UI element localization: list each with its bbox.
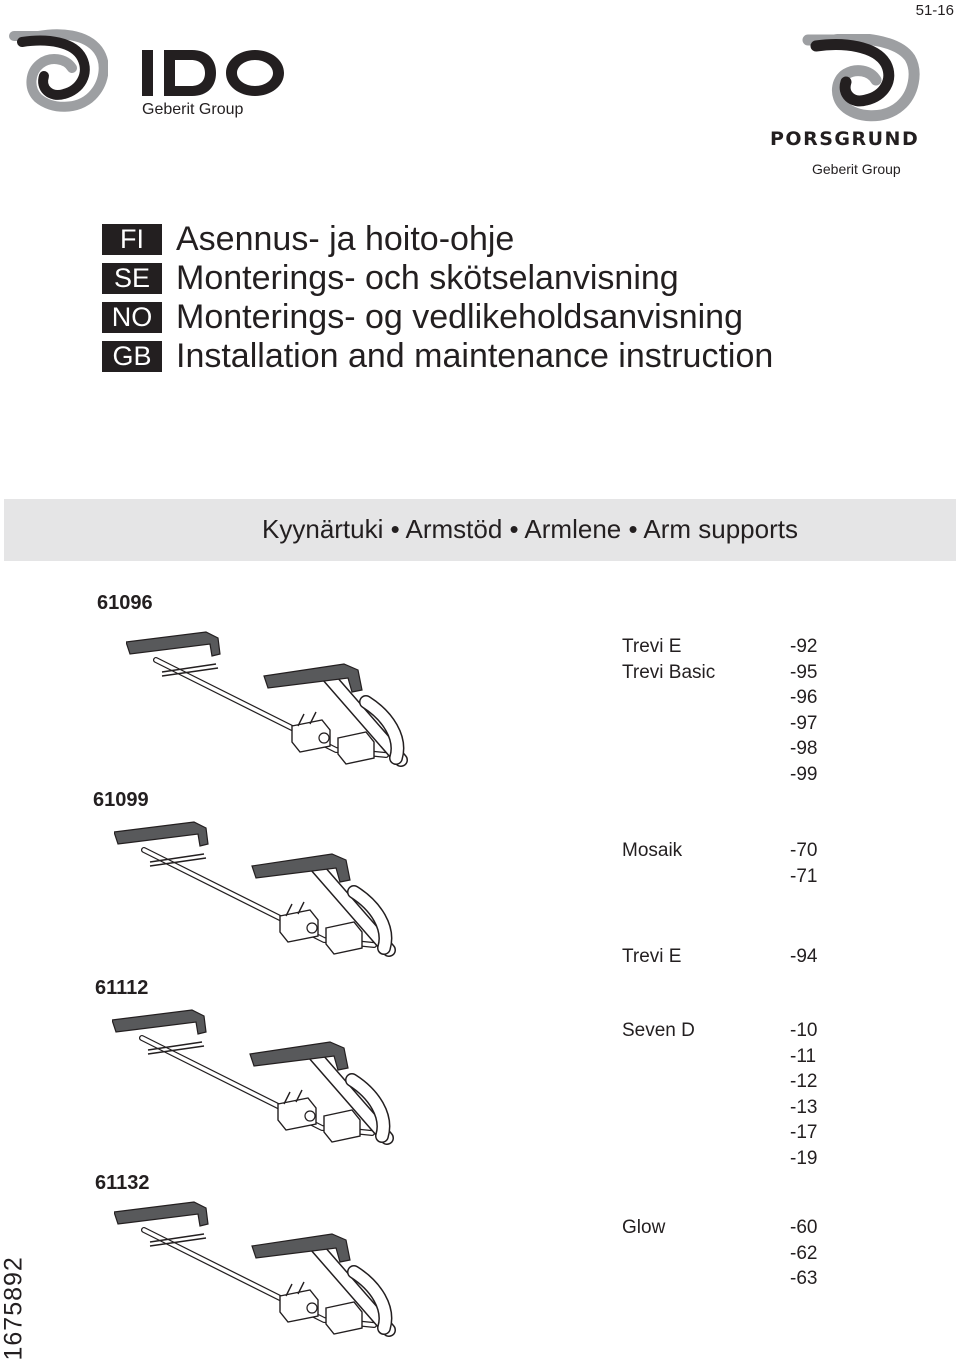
model-row (622, 1146, 817, 1172)
porsgrund-wordmark: PORSGRUND (770, 128, 920, 150)
model-name (622, 1241, 790, 1267)
model-row (622, 660, 817, 686)
model-name (622, 864, 790, 890)
model-suffix: -60 (790, 1217, 818, 1238)
ido-wordmark (140, 48, 290, 98)
arm-support-drawing (112, 1008, 412, 1168)
model-suffix: -62 (790, 1242, 818, 1264)
model-suffix: -96 (790, 687, 818, 709)
model-name (622, 1069, 790, 1095)
arm-support-drawing (114, 1200, 414, 1360)
model-list (622, 1018, 817, 1172)
porsgrund-logo-icon (800, 34, 920, 124)
model-suffix: -19 (790, 1147, 818, 1169)
ido-group-label: Geberit Group (142, 101, 244, 118)
model-name (622, 1095, 790, 1121)
model-name: Glow (622, 1217, 666, 1238)
model-name (622, 685, 790, 711)
model-suffix: -17 (790, 1122, 818, 1144)
model-row (622, 1266, 817, 1292)
model-name: Seven D (622, 1020, 695, 1041)
model-row (622, 711, 817, 737)
model-suffix: -13 (790, 1096, 818, 1118)
model-suffix: -97 (790, 712, 818, 734)
ido-logo-icon (8, 28, 108, 112)
model-name (622, 1146, 790, 1172)
model-row (622, 1044, 817, 1070)
model-row (622, 1069, 817, 1095)
model-suffix: -63 (790, 1268, 818, 1290)
model-row (622, 762, 817, 788)
model-name (622, 1120, 790, 1146)
model-name: Trevi Basic (622, 661, 716, 683)
model-name (622, 711, 790, 737)
product-code: 61096 (97, 592, 153, 614)
model-row (622, 1120, 817, 1146)
model-row (622, 864, 817, 890)
model-suffix: -99 (790, 763, 818, 785)
product-code: 61112 (95, 977, 149, 999)
model-name (622, 1266, 790, 1292)
title-text: Monterings- og vedlikeholdsanvisning (176, 298, 743, 336)
model-row (622, 944, 817, 970)
title-row-gb (102, 337, 773, 376)
product-code: 61099 (93, 789, 149, 811)
model-suffix: -98 (790, 738, 818, 760)
model-suffix: -92 (790, 636, 818, 657)
model-name (622, 1044, 790, 1070)
lang-badge: NO (102, 302, 162, 333)
model-list (622, 634, 817, 788)
model-suffix: -12 (790, 1071, 818, 1093)
model-name: Mosaik (622, 840, 683, 861)
model-suffix: -71 (790, 865, 818, 887)
model-suffix: -10 (790, 1020, 818, 1041)
model-suffix: -11 (790, 1045, 817, 1067)
title-text: Asennus- ja hoito-ohje (176, 220, 515, 258)
model-row (622, 685, 817, 711)
model-suffix: -94 (790, 946, 818, 967)
arm-support-drawing (126, 630, 426, 790)
document-code: 51-16 (915, 2, 954, 19)
title-row-se (102, 259, 773, 298)
model-list (622, 944, 817, 970)
model-row (622, 634, 817, 660)
lang-badge: GB (102, 341, 162, 372)
model-name: Trevi E (622, 946, 682, 967)
model-suffix: -70 (790, 840, 818, 861)
lang-badge: FI (102, 224, 162, 255)
product-code: 61132 (95, 1172, 150, 1194)
model-row (622, 1215, 817, 1241)
title-row-fi (102, 220, 773, 259)
model-list (622, 838, 817, 889)
model-row (622, 1241, 817, 1267)
model-row (622, 838, 817, 864)
title-text: Monterings- och skötselanvisning (176, 259, 679, 297)
model-row (622, 1095, 817, 1121)
model-list (622, 1215, 817, 1292)
lang-badge: SE (102, 263, 162, 294)
model-row (622, 736, 817, 762)
title-text: Installation and maintenance instruction (176, 337, 774, 375)
model-name (622, 762, 790, 788)
subtitle-text: Kyynärtuki • Armstöd • Armlene • Arm supports (262, 514, 798, 544)
model-name (622, 736, 790, 762)
model-row (622, 1018, 817, 1044)
model-name: Trevi E (622, 636, 682, 657)
document-number: 1675892 (0, 1256, 28, 1361)
title-row-no (102, 298, 773, 337)
title-block (102, 220, 773, 376)
arm-support-drawing (114, 820, 414, 980)
model-suffix: -95 (790, 661, 818, 683)
porsgrund-group-label: Geberit Group (812, 161, 901, 177)
